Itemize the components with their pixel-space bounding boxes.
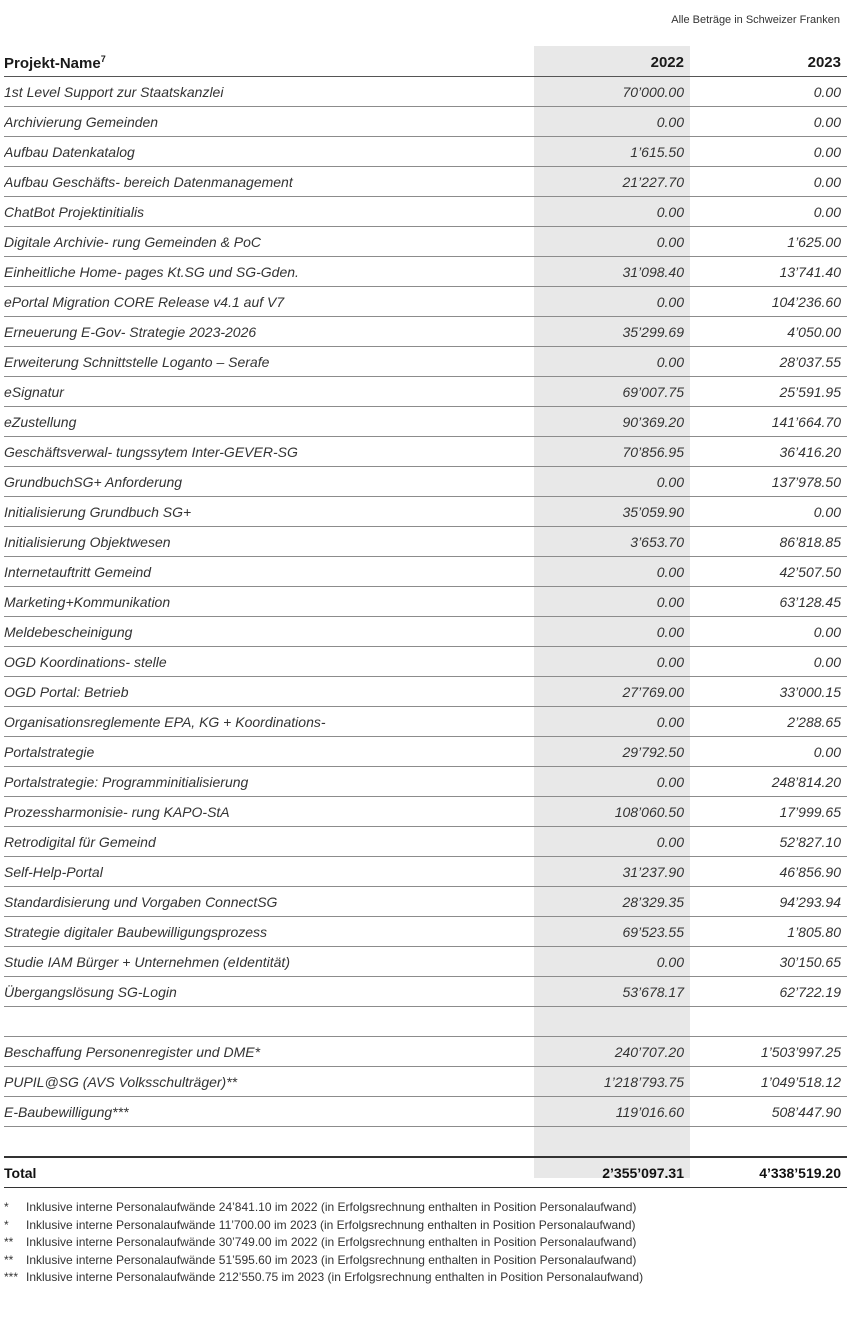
table-row xyxy=(4,287,847,317)
footnotes xyxy=(4,1199,643,1287)
project-name-cell: Prozessharmonisie- rung KAPO-StA xyxy=(4,797,534,827)
amount-2022-cell: 31’237.90 xyxy=(534,857,690,887)
project-name-cell: Marketing+Kommunikation xyxy=(4,587,534,617)
amount-2023-cell: 1’805.80 xyxy=(690,917,847,947)
project-name-cell: Organisationsreglemente EPA, KG + Koordinations- xyxy=(4,707,534,737)
footnote-text: Inklusive interne Personalaufwände 11’700.00 im 2023 (in Erfolgsrechnung enthalten in Position Personalaufwand) xyxy=(26,1217,636,1232)
currency-note: Alle Beträge in Schweizer Franken xyxy=(671,14,840,26)
spacer-row xyxy=(4,1127,847,1158)
amount-2023-cell: 104’236.60 xyxy=(690,287,847,317)
table-row xyxy=(4,977,847,1007)
table-row xyxy=(4,947,847,977)
project-name-cell: Retrodigital für Gemeind xyxy=(4,827,534,857)
project-name-cell: E-Baubewilligung*** xyxy=(4,1097,534,1127)
table-row xyxy=(4,767,847,797)
amount-2022-cell: 28’329.35 xyxy=(534,887,690,917)
project-name-cell: Geschäftsverwal- tungssytem Inter-GEVER-SG xyxy=(4,437,534,467)
project-name-cell: ePortal Migration CORE Release v4.1 auf V7 xyxy=(4,287,534,317)
amount-2022-cell: 1’615.50 xyxy=(534,137,690,167)
amount-2022-cell: 0.00 xyxy=(534,227,690,257)
project-name-cell: eZustellung xyxy=(4,407,534,437)
table-row xyxy=(4,617,847,647)
table-row xyxy=(4,497,847,527)
amount-2023-cell: 0.00 xyxy=(690,647,847,677)
total-2022: 2’355’097.31 xyxy=(534,1157,690,1188)
footnote-text: Inklusive interne Personalaufwände 212’550.75 im 2023 (in Erfolgsrechnung enthalten in Position Personalaufwand) xyxy=(26,1270,644,1284)
amount-2023-cell: 0.00 xyxy=(690,497,847,527)
amount-2022-cell: 108’060.50 xyxy=(534,797,690,827)
amount-2023-cell: 0.00 xyxy=(690,167,847,197)
table-row xyxy=(4,1067,847,1097)
amount-2023-cell: 508’447.90 xyxy=(690,1097,847,1127)
total-row xyxy=(4,1157,847,1188)
header-footnote-ref: 7 xyxy=(100,54,106,64)
table-row xyxy=(4,527,847,557)
table-row xyxy=(4,677,847,707)
amount-2023-cell: 4’050.00 xyxy=(690,317,847,347)
amount-2022-cell: 35’299.69 xyxy=(534,317,690,347)
amount-2023-cell: 52’827.10 xyxy=(690,827,847,857)
amount-2022-cell: 90’369.20 xyxy=(534,407,690,437)
amount-2022-cell: 0.00 xyxy=(534,287,690,317)
total-2023: 4’338’519.20 xyxy=(690,1157,847,1188)
footnote-item xyxy=(4,1234,643,1252)
footnote-text: Inklusive interne Personalaufwände 30’749.00 im 2022 (in Erfolgsrechnung enthalten in Position Personalaufwand) xyxy=(26,1235,637,1249)
amount-2022-cell: 0.00 xyxy=(534,587,690,617)
amount-2023-cell: 63’128.45 xyxy=(690,587,847,617)
amount-2022-cell: 1’218’793.75 xyxy=(534,1067,690,1097)
table-row xyxy=(4,1097,847,1127)
project-name-cell: Initialisierung Grundbuch SG+ xyxy=(4,497,534,527)
table-row xyxy=(4,1037,847,1067)
amount-2023-cell: 36’416.20 xyxy=(690,437,847,467)
amount-2023-cell: 0.00 xyxy=(690,137,847,167)
project-name-cell: OGD Koordinations- stelle xyxy=(4,647,534,677)
amount-2022-cell: 0.00 xyxy=(534,467,690,497)
amount-2023-cell: 62’722.19 xyxy=(690,977,847,1007)
header-project-name-label: Projekt-Name xyxy=(4,55,101,72)
amount-2022-cell: 70’856.95 xyxy=(534,437,690,467)
amount-2023-cell: 25’591.95 xyxy=(690,377,847,407)
project-name-cell: Aufbau Datenkatalog xyxy=(4,137,534,167)
special-project-rows xyxy=(4,1037,847,1127)
amount-2022-cell: 27’769.00 xyxy=(534,677,690,707)
header-year-2023: 2023 xyxy=(690,54,847,77)
amount-2022-cell: 0.00 xyxy=(534,827,690,857)
project-name-cell: Erweiterung Schnittstelle Loganto – Serafe xyxy=(4,347,534,377)
amount-2022-cell: 0.00 xyxy=(534,947,690,977)
amount-2022-cell: 0.00 xyxy=(534,197,690,227)
spacer-row xyxy=(4,1007,847,1037)
project-name-cell: Meldebescheinigung xyxy=(4,617,534,647)
amount-2023-cell: 42’507.50 xyxy=(690,557,847,587)
amount-2023-cell: 248’814.20 xyxy=(690,767,847,797)
amount-2023-cell: 1’503’997.25 xyxy=(690,1037,847,1067)
amount-2022-cell: 0.00 xyxy=(534,767,690,797)
table-row xyxy=(4,467,847,497)
project-name-cell: Studie IAM Bürger + Unternehmen (eIdentität) xyxy=(4,947,534,977)
footnote-marker: *** xyxy=(4,1270,19,1284)
table-row xyxy=(4,647,847,677)
project-name-cell: Beschaffung Personenregister und DME* xyxy=(4,1037,534,1067)
project-name-cell: ChatBot Projektinitialis xyxy=(4,197,534,227)
footnote-item xyxy=(4,1269,643,1287)
project-name-cell: OGD Portal: Betrieb xyxy=(4,677,534,707)
project-name-cell: Erneuerung E-Gov- Strategie 2023-2026 xyxy=(4,317,534,347)
table-row xyxy=(4,377,847,407)
amount-2022-cell: 53’678.17 xyxy=(534,977,690,1007)
table-row xyxy=(4,437,847,467)
project-name-cell: PUPIL@SG (AVS Volksschulträger)** xyxy=(4,1067,534,1097)
footnote-marker: * xyxy=(4,1200,9,1214)
project-name-cell: Self-Help-Portal xyxy=(4,857,534,887)
footnote-marker: ** xyxy=(4,1252,14,1267)
table-row xyxy=(4,167,847,197)
amount-2022-cell: 69’007.75 xyxy=(534,377,690,407)
table-header-row xyxy=(4,54,847,77)
project-name-cell: GrundbuchSG+ Anforderung xyxy=(4,467,534,497)
table-row xyxy=(4,707,847,737)
project-name-cell: Initialisierung Objektwesen xyxy=(4,527,534,557)
project-name-cell: Internetauftritt Gemeind xyxy=(4,557,534,587)
table-row xyxy=(4,857,847,887)
table-row xyxy=(4,887,847,917)
project-name-cell: Einheitliche Home- pages Kt.SG und SG-Gden. xyxy=(4,257,534,287)
table-row xyxy=(4,587,847,617)
project-name-cell: Strategie digitaler Baubewilligungsprozess xyxy=(4,917,534,947)
project-cost-table xyxy=(4,54,847,1188)
table-row xyxy=(4,347,847,377)
table-row xyxy=(4,257,847,287)
amount-2023-cell: 1’625.00 xyxy=(690,227,847,257)
header-project-name xyxy=(4,54,534,77)
amount-2023-cell: 0.00 xyxy=(690,737,847,767)
amount-2022-cell: 21’227.70 xyxy=(534,167,690,197)
amount-2022-cell: 70’000.00 xyxy=(534,77,690,107)
footnote-text: Inklusive interne Personalaufwände 51’595.60 im 2023 (in Erfolgsrechnung enthalten in Position Personalaufwand) xyxy=(26,1252,637,1267)
amount-2022-cell: 29’792.50 xyxy=(534,737,690,767)
amount-2022-cell: 0.00 xyxy=(534,707,690,737)
project-rows xyxy=(4,77,847,1007)
amount-2022-cell: 31’098.40 xyxy=(534,257,690,287)
amount-2022-cell: 0.00 xyxy=(534,107,690,137)
amount-2022-cell: 119’016.60 xyxy=(534,1097,690,1127)
project-name-cell: Aufbau Geschäfts- bereich Datenmanagement xyxy=(4,167,534,197)
amount-2023-cell: 0.00 xyxy=(690,197,847,227)
amount-2023-cell: 141’664.70 xyxy=(690,407,847,437)
table-row xyxy=(4,107,847,137)
amount-2022-cell: 0.00 xyxy=(534,617,690,647)
table-row xyxy=(4,737,847,767)
table-row xyxy=(4,917,847,947)
amount-2023-cell: 137’978.50 xyxy=(690,467,847,497)
amount-2023-cell: 28’037.55 xyxy=(690,347,847,377)
amount-2022-cell: 0.00 xyxy=(534,557,690,587)
project-name-cell: Standardisierung und Vorgaben ConnectSG xyxy=(4,887,534,917)
amount-2023-cell: 0.00 xyxy=(690,107,847,137)
table-row xyxy=(4,197,847,227)
amount-2022-cell: 69’523.55 xyxy=(534,917,690,947)
amount-2023-cell: 1’049’518.12 xyxy=(690,1067,847,1097)
amount-2022-cell: 0.00 xyxy=(534,347,690,377)
amount-2022-cell: 35’059.90 xyxy=(534,497,690,527)
footnote-marker: * xyxy=(4,1217,9,1232)
footnote-item xyxy=(4,1199,643,1217)
project-name-cell: 1st Level Support zur Staatskanzlei xyxy=(4,77,534,107)
amount-2023-cell: 2’288.65 xyxy=(690,707,847,737)
table-row xyxy=(4,77,847,107)
table-row xyxy=(4,227,847,257)
amount-2023-cell: 94’293.94 xyxy=(690,887,847,917)
amount-2023-cell: 33’000.15 xyxy=(690,677,847,707)
amount-2023-cell: 0.00 xyxy=(690,617,847,647)
table-row xyxy=(4,137,847,167)
table-row xyxy=(4,557,847,587)
amount-2023-cell: 17’999.65 xyxy=(690,797,847,827)
footnote-item xyxy=(4,1252,643,1270)
amount-2022-cell: 3’653.70 xyxy=(534,527,690,557)
amount-2023-cell: 0.00 xyxy=(690,77,847,107)
amount-2022-cell: 240’707.20 xyxy=(534,1037,690,1067)
project-name-cell: eSignatur xyxy=(4,377,534,407)
amount-2023-cell: 46’856.90 xyxy=(690,857,847,887)
footnote-text: Inklusive interne Personalaufwände 24’841.10 im 2022 (in Erfolgsrechnung enthalten in Position Personalaufwand) xyxy=(26,1200,637,1214)
table-row xyxy=(4,317,847,347)
project-name-cell: Portalstrategie xyxy=(4,737,534,767)
table-row xyxy=(4,797,847,827)
table-row xyxy=(4,407,847,437)
amount-2023-cell: 30’150.65 xyxy=(690,947,847,977)
total-label: Total xyxy=(4,1157,534,1188)
header-year-2022: 2022 xyxy=(534,54,690,77)
project-name-cell: Digitale Archivie- rung Gemeinden & PoC xyxy=(4,227,534,257)
footnote-marker: ** xyxy=(4,1235,14,1249)
table-row xyxy=(4,827,847,857)
amount-2022-cell: 0.00 xyxy=(534,647,690,677)
amount-2023-cell: 13’741.40 xyxy=(690,257,847,287)
amount-2023-cell: 86’818.85 xyxy=(690,527,847,557)
footnote-item xyxy=(4,1217,643,1235)
project-name-cell: Übergangslösung SG-Login xyxy=(4,977,534,1007)
project-name-cell: Archivierung Gemeinden xyxy=(4,107,534,137)
project-name-cell: Portalstrategie: Programminitialisierung xyxy=(4,767,534,797)
